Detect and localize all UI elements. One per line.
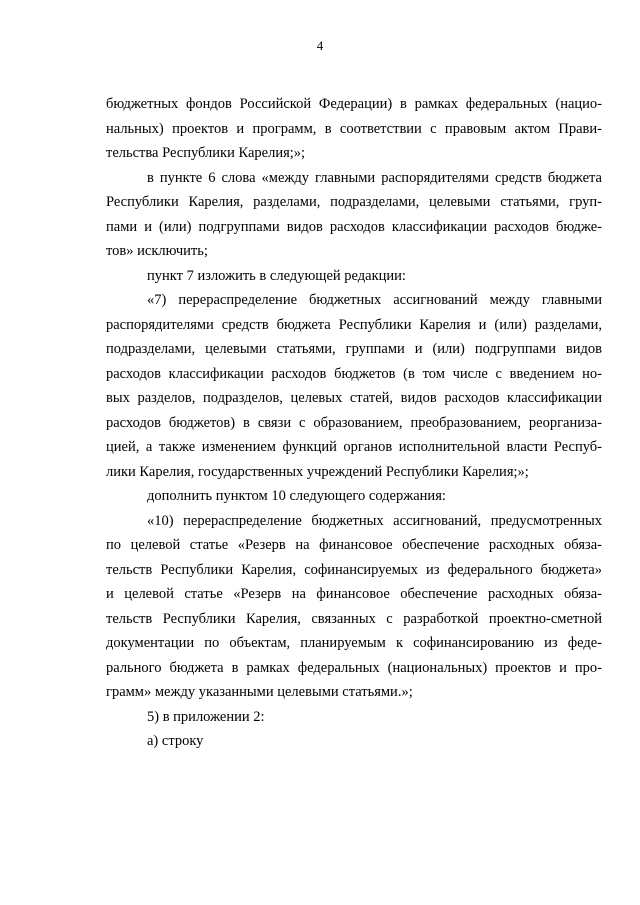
text-line: лики Карелия, государственных учреждений Республики Карелия;»; xyxy=(106,463,529,480)
paragraph-row xyxy=(106,729,602,754)
page-number: 4 xyxy=(316,38,324,53)
text-line: подразделами, целевыми статьями, группами и (или) подгруппами видов xyxy=(106,341,602,357)
text-line: рального бюджета в рамках федеральных (национальных) проектов и про- xyxy=(106,659,602,676)
document-body xyxy=(106,92,602,754)
text-line: нальных) проектов и программ, в соответствии с правовым актом Прави- xyxy=(106,120,602,137)
text-line: а) строку xyxy=(147,733,204,749)
text-line: и целевой статье «Резерв на финансовое обеспечение расходных обяза- xyxy=(106,586,602,602)
text-line: цией, а также изменением функций органов исполнительной власти Респуб- xyxy=(106,439,602,455)
text-line: 5) в приложении 2: xyxy=(147,708,265,725)
text-line: «7) перераспределение бюджетных ассигнований между главными xyxy=(147,292,602,308)
text-line: по целевой статье «Резерв на финансовое обеспечение расходных обяза- xyxy=(106,537,602,553)
text-line: дополнить пунктом 10 следующего содержания: xyxy=(147,488,446,504)
text-line: тельств Республики Карелия, связанных с разработкой проектно-сметной xyxy=(106,610,602,627)
text-line: расходов бюджетов) в связи с образованием, преобразованием, реорганиза- xyxy=(106,414,602,431)
text-line: тов» исключить; xyxy=(106,243,208,259)
paragraph-item-10-text xyxy=(106,509,602,705)
paragraph-item-6 xyxy=(106,166,602,264)
text-line: бюджетных фондов Российской Федерации) в рамках федеральных (нацио- xyxy=(106,96,602,112)
text-line: вых разделов, подразделов, целевых статей, видов расходов классификации xyxy=(106,390,602,406)
text-line: тельства Республики Карелия;»; xyxy=(106,145,306,161)
paragraph-item-10-intro xyxy=(106,484,602,509)
text-line: пункт 7 изложить в следующей редакции: xyxy=(147,267,406,284)
text-line: в пункте 6 слова «между главными распорядителями средств бюджета xyxy=(147,169,602,186)
text-line: грамм» между указанными целевыми статьями.»; xyxy=(106,684,413,700)
paragraph-continuation xyxy=(106,92,602,166)
text-line: расходов классификации расходов бюджетов (в том числе с введением но- xyxy=(106,365,602,382)
text-line: документации по объектам, планируемым к софинансированию из феде- xyxy=(106,635,602,651)
text-line: распорядителями средств бюджета Республики Карелия и (или) разделами, xyxy=(106,316,602,333)
text-line: Республики Карелия, разделами, подразделами, целевыми статьями, груп- xyxy=(106,194,602,210)
paragraph-appendix-2 xyxy=(106,705,602,730)
text-line: тельств Республики Карелия, софинансируемых из федерального бюджета» xyxy=(106,561,602,578)
text-line: пами и (или) подгруппами видов расходов классификации расходов бюдже- xyxy=(106,218,602,235)
paragraph-item-7-text xyxy=(106,288,602,484)
text-line: «10) перераспределение бюджетных ассигнований, предусмотренных xyxy=(147,512,602,529)
paragraph-item-7-intro xyxy=(106,264,602,289)
